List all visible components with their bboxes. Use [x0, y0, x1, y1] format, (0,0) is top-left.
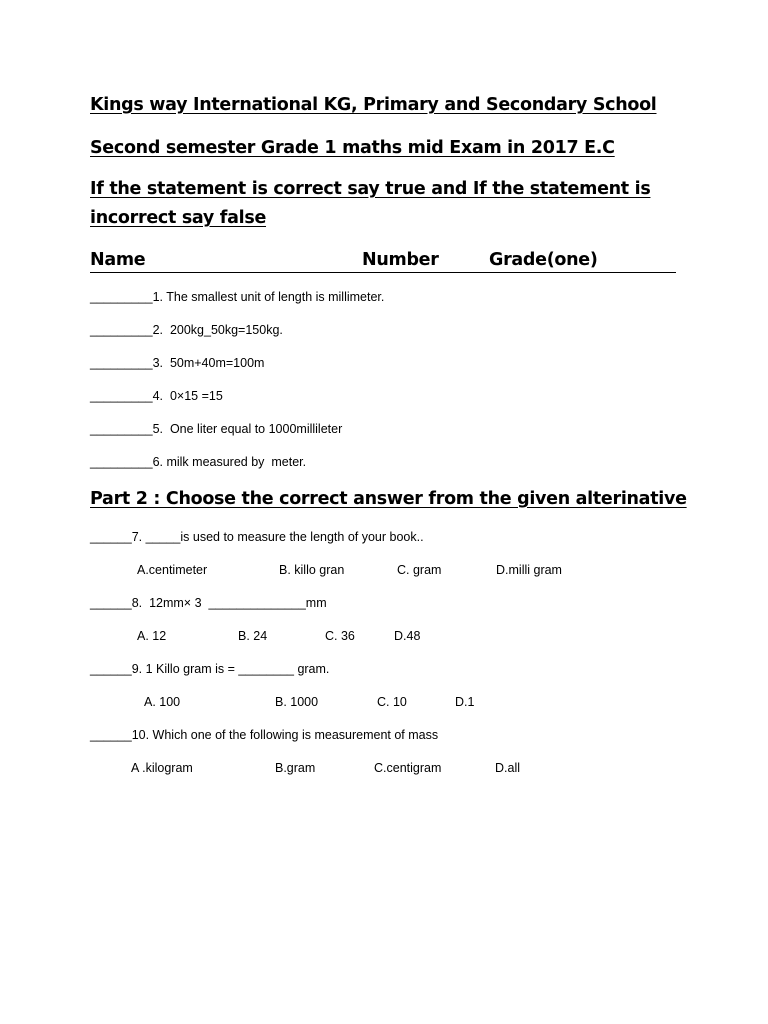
q7-option-a: A.centimeter	[137, 563, 208, 577]
q8-option-c: C. 36	[325, 629, 355, 643]
question-1: _________1. The smallest unit of length is millimeter.	[90, 290, 385, 304]
part1-instruction-heading: If the statement is correct say true and If the statement is incorrect say false	[90, 179, 651, 228]
q9-option-c: C. 10	[377, 695, 407, 709]
school-name-heading: Kings way International KG, Primary and Secondary School	[90, 95, 657, 115]
question-5: _________5. One liter equal to 1000millileter	[90, 422, 343, 436]
question-2: _________2. 200kg_50kg=150kg.	[90, 323, 283, 337]
q8-option-d: D.48	[394, 629, 421, 643]
part2-heading: Part 2 : Choose the correct answer from the given alterinative	[90, 489, 687, 509]
q7-option-c: C. gram	[397, 563, 442, 577]
question-8: ______8. 12mm× 3 ______________mm	[90, 596, 327, 610]
q7-option-d: D.milli gram	[496, 563, 562, 577]
exam-title-heading: Second semester Grade 1 maths mid Exam in 2017 E.C	[90, 138, 615, 158]
question-4: _________4. 0×15 =15	[90, 389, 223, 403]
student-info-row	[90, 250, 676, 273]
number-label: Number	[362, 250, 439, 270]
question-10: ______10. Which one of the following is measurement of mass	[90, 728, 439, 742]
q9-option-d: D.1	[455, 695, 475, 709]
q9-option-b: B. 1000	[275, 695, 319, 709]
question-6: _________6. milk measured by meter.	[90, 455, 307, 469]
q10-option-b: B.gram	[275, 761, 316, 775]
name-label: Name	[90, 250, 146, 270]
question-3: _________3. 50m+40m=100m	[90, 356, 265, 370]
question-9: ______9. 1 Killo gram is = ________ gram.	[90, 662, 330, 676]
q10-option-d: D.all	[495, 761, 521, 775]
question-7: ______7. _____is used to measure the length of your book..	[90, 530, 424, 544]
q7-option-b: B. killo gran	[279, 563, 345, 577]
q8-option-a: A. 12	[137, 629, 167, 643]
grade-label: Grade(one)	[489, 250, 598, 270]
q10-option-a: A .kilogram	[131, 761, 193, 775]
q9-option-a: A. 100	[144, 695, 181, 709]
q10-option-c: C.centigram	[374, 761, 442, 775]
q8-option-b: B. 24	[238, 629, 268, 643]
